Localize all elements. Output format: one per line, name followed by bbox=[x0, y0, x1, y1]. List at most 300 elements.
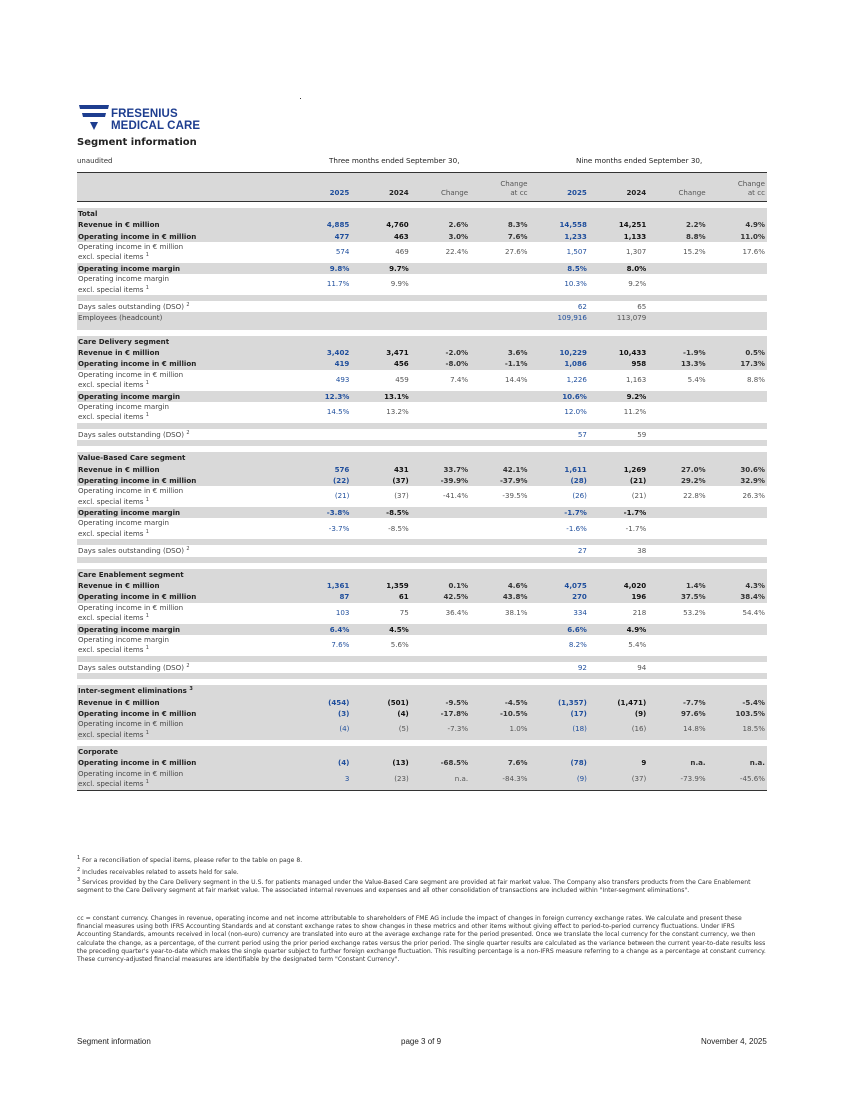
operating-margin-row-q25: 9.8% bbox=[292, 263, 351, 274]
operating-income-excl-row-label-line2-text: excl. special items bbox=[78, 779, 144, 789]
revenue-row-qcc: -4.5% bbox=[470, 697, 529, 708]
operating-income-excl-row-nch: 5.4% bbox=[687, 374, 706, 384]
revenue-row-ncc: 30.6% bbox=[708, 464, 767, 475]
operating-margin-row-n24: -1.7% bbox=[589, 507, 648, 518]
operating-margin-excl-row-label-line2-text: excl. special items bbox=[78, 645, 144, 655]
operating-income-excl-row-q24: (5) bbox=[351, 719, 410, 740]
revenue-row-qch: 2.6% bbox=[411, 219, 470, 230]
dso-row-q24 bbox=[351, 662, 410, 673]
operating-margin-excl-row-label-line2-text: excl. special items bbox=[78, 412, 144, 422]
employees-row-q25 bbox=[292, 312, 351, 323]
footer-date: November 4, 2025 bbox=[701, 1037, 767, 1046]
operating-income-excl-row-qch: 36.4% bbox=[445, 607, 469, 617]
operating-income-excl-row-q25: 574 bbox=[335, 247, 350, 257]
operating-margin-row-q25: -3.8% bbox=[292, 507, 351, 518]
operating-income-row-qcc: -1.1% bbox=[470, 358, 529, 369]
operating-income-excl-row-qch: -41.4% bbox=[443, 491, 469, 501]
header-n-change-cc bbox=[708, 173, 767, 202]
section-title-row bbox=[77, 685, 767, 696]
section-title-empty-cell bbox=[589, 746, 648, 757]
operating-income-excl-row-footnote-ref: 1 bbox=[145, 779, 149, 786]
operating-income-row-n24: 958 bbox=[589, 358, 648, 369]
operating-margin-row-nch bbox=[648, 263, 707, 274]
section-title bbox=[77, 208, 292, 219]
employees-row-n24: 113,079 bbox=[589, 312, 648, 323]
dso-row-ncc bbox=[708, 301, 767, 312]
revenue-row-n24: 4,020 bbox=[589, 580, 648, 591]
section-title-footnote-ref: 3 bbox=[189, 686, 193, 693]
operating-margin-row-label bbox=[77, 391, 292, 402]
operating-margin-excl-row-nch bbox=[648, 635, 707, 656]
section-title-empty-cell bbox=[589, 685, 648, 696]
section-title-text: Total bbox=[78, 209, 98, 218]
operating-income-excl-row-qch: -7.3% bbox=[411, 719, 470, 740]
dso-row-qcc bbox=[470, 429, 529, 440]
section-title-empty-cell bbox=[648, 452, 707, 463]
section-title-empty-cell bbox=[292, 746, 351, 757]
dso-row-footnote-ref: 2 bbox=[186, 429, 190, 436]
dso-row-n24: 59 bbox=[637, 429, 647, 439]
section-title-empty-cell bbox=[470, 208, 529, 219]
dso-row-label-text: Days sales outstanding (DSO) bbox=[78, 546, 185, 556]
dso-row-n25: 62 bbox=[577, 302, 587, 312]
segment-table bbox=[77, 172, 767, 791]
revenue-row-label bbox=[77, 219, 292, 230]
operating-income-row-n24: (21) bbox=[589, 475, 648, 486]
operating-margin-excl-row-label-line2 bbox=[78, 285, 290, 296]
revenue-row-qcc: 42.1% bbox=[470, 464, 529, 475]
operating-margin-excl-row-label bbox=[77, 635, 292, 656]
operating-income-excl-row-nch: 14.8% bbox=[648, 719, 707, 740]
revenue-row-q24: 431 bbox=[351, 464, 410, 475]
operating-income-excl-row bbox=[77, 719, 767, 740]
operating-income-excl-row-ncc: 54.4% bbox=[742, 607, 765, 617]
stray-dot bbox=[300, 98, 301, 99]
operating-margin-excl-row-footnote-ref: 1 bbox=[145, 528, 149, 535]
dso-row bbox=[77, 429, 767, 440]
operating-income-row-q24: (13) bbox=[351, 757, 410, 768]
header-q-2024: 2024 bbox=[351, 173, 410, 202]
operating-margin-excl-row-qcc bbox=[470, 635, 529, 656]
revenue-row-label bbox=[77, 347, 292, 358]
operating-margin-excl-row-label-line2-text: excl. special items bbox=[78, 528, 144, 538]
operating-income-excl-row bbox=[77, 603, 767, 624]
operating-margin-row-n24: 4.9% bbox=[589, 624, 648, 635]
revenue-row-qcc: 8.3% bbox=[470, 219, 529, 230]
section-title-text: Value-Based Care segment bbox=[78, 453, 186, 463]
page-title: Segment information bbox=[77, 137, 197, 148]
operating-income-row-nch: 37.5% bbox=[648, 591, 707, 602]
operating-margin-row-q25: 6.4% bbox=[292, 624, 351, 635]
operating-income-excl-row-label bbox=[77, 603, 292, 624]
operating-income-row-q24: 456 bbox=[351, 358, 410, 369]
operating-income-excl-row-nch: 53.2% bbox=[683, 607, 706, 617]
revenue-row-q24: 1,359 bbox=[351, 580, 410, 591]
section-title-text: Corporate bbox=[78, 747, 119, 757]
operating-margin-row bbox=[77, 624, 767, 635]
operating-margin-excl-row-n25: 8.2% bbox=[568, 640, 587, 650]
section-title-empty-cell bbox=[351, 336, 410, 347]
operating-income-row-q24: (37) bbox=[351, 475, 410, 486]
revenue-row-ncc: -5.4% bbox=[708, 697, 767, 708]
table-header-row bbox=[77, 173, 767, 202]
section-title-empty-cell bbox=[470, 336, 529, 347]
operating-margin-excl-row-label bbox=[77, 518, 292, 539]
operating-margin-excl-row bbox=[77, 518, 767, 539]
operating-margin-row-qcc bbox=[470, 507, 529, 518]
period-three-months: Three months ended September 30, bbox=[329, 156, 460, 165]
section-title-empty-cell bbox=[292, 452, 351, 463]
section-title-empty-cell bbox=[411, 746, 470, 757]
employees-row bbox=[77, 312, 767, 323]
dso-row-footnote-ref: 2 bbox=[186, 662, 190, 669]
operating-margin-row-n25: 10.6% bbox=[530, 391, 589, 402]
dso-row bbox=[77, 545, 767, 556]
operating-income-row-ncc: n.a. bbox=[708, 757, 767, 768]
operating-income-row-q25: (3) bbox=[292, 708, 351, 719]
revenue-row-nch: -7.7% bbox=[648, 697, 707, 708]
operating-income-row-q24: (4) bbox=[351, 708, 410, 719]
operating-margin-row-nch bbox=[648, 624, 707, 635]
section-title bbox=[77, 685, 292, 696]
section-title-empty-cell bbox=[589, 452, 648, 463]
operating-margin-row-label-text: Operating income margin bbox=[78, 624, 181, 634]
logo-mark-icon bbox=[79, 104, 109, 134]
footnote-1-text: For a reconciliation of special items, please refer to the table on page 8. bbox=[82, 857, 303, 864]
operating-income-excl-row-label bbox=[77, 486, 292, 507]
operating-income-excl-row-label-line2-text: excl. special items bbox=[78, 496, 144, 506]
revenue-row-q24: 3,471 bbox=[351, 347, 410, 358]
employees-row-q24 bbox=[351, 312, 410, 323]
operating-margin-excl-row bbox=[77, 635, 767, 656]
operating-income-row-q25: 477 bbox=[292, 231, 351, 242]
operating-income-row-label bbox=[77, 757, 292, 768]
operating-income-excl-row-q25: (4) bbox=[292, 719, 351, 740]
revenue-row-label bbox=[77, 580, 292, 591]
operating-margin-row-n25: 8.5% bbox=[530, 263, 589, 274]
dso-row-nch bbox=[648, 545, 707, 556]
operating-margin-row-nch bbox=[648, 507, 707, 518]
operating-income-excl-row-n25: 334 bbox=[573, 607, 587, 617]
revenue-row-q25: (454) bbox=[292, 697, 351, 708]
section-title-empty-cell bbox=[292, 569, 351, 580]
operating-margin-excl-row-q24: 5.6% bbox=[390, 640, 409, 650]
footnote-2 bbox=[77, 869, 767, 877]
revenue-row-qch: -9.5% bbox=[411, 697, 470, 708]
dso-row-nch bbox=[648, 429, 707, 440]
operating-income-row-q24: 61 bbox=[351, 591, 410, 602]
operating-income-row-n25: (78) bbox=[530, 757, 589, 768]
header-q-change: Change bbox=[411, 173, 470, 202]
section-title-text: Care Delivery segment bbox=[78, 336, 170, 346]
operating-margin-excl-row-qch bbox=[411, 402, 470, 423]
operating-income-row-nch: 97.6% bbox=[648, 708, 707, 719]
operating-margin-excl-row-label-line2 bbox=[78, 645, 290, 656]
section-title-row bbox=[77, 208, 767, 219]
operating-income-row-label-text: Operating income in € million bbox=[78, 359, 197, 369]
section-title-empty-cell bbox=[351, 746, 410, 757]
operating-income-excl-row-n24: (21) bbox=[631, 491, 647, 501]
revenue-row-n24: 1,269 bbox=[589, 464, 648, 475]
operating-income-row-nch: 29.2% bbox=[648, 475, 707, 486]
operating-margin-excl-row-label-line1: Operating income margin bbox=[78, 274, 169, 284]
dso-row-ncc bbox=[708, 429, 767, 440]
dso-row bbox=[77, 662, 767, 673]
operating-margin-excl-row-label-line1: Operating income margin bbox=[78, 518, 169, 528]
logo-text bbox=[111, 108, 200, 132]
operating-income-excl-row-q25: 103 bbox=[335, 607, 350, 617]
revenue-row-n24: 14,251 bbox=[589, 219, 648, 230]
operating-income-row-ncc: 103.5% bbox=[708, 708, 767, 719]
operating-income-excl-row-footnote-ref: 1 bbox=[145, 252, 149, 259]
revenue-row bbox=[77, 219, 767, 230]
footnote-2-text: Includes receivables related to assets held for sale. bbox=[82, 869, 239, 876]
operating-income-row-qcc: 7.6% bbox=[470, 231, 529, 242]
operating-income-row-label bbox=[77, 231, 292, 242]
section-title-empty-cell bbox=[648, 336, 707, 347]
header-n-change-cc-line1: Change bbox=[737, 179, 765, 188]
dso-row-label bbox=[77, 301, 292, 312]
dso-row-qch bbox=[411, 545, 470, 556]
footer-left: Segment information bbox=[77, 1037, 151, 1046]
operating-income-excl-row-n24: 1,307 bbox=[625, 247, 647, 257]
operating-margin-excl-row-q25: 7.6% bbox=[331, 640, 350, 650]
operating-income-excl-row-qcc: 38.1% bbox=[504, 607, 528, 617]
operating-margin-row-qcc bbox=[470, 263, 529, 274]
dso-row-n25: 27 bbox=[577, 546, 587, 556]
dso-row-label bbox=[77, 429, 292, 440]
operating-income-excl-row-n25: 1,507 bbox=[566, 247, 587, 257]
revenue-row-ncc: 4.3% bbox=[708, 580, 767, 591]
section-title-empty-cell bbox=[530, 569, 589, 580]
dso-row-n24: 65 bbox=[637, 302, 647, 312]
section-title-empty-cell bbox=[589, 208, 648, 219]
operating-income-excl-row-nch: 15.2% bbox=[683, 247, 706, 257]
section-title-empty-cell bbox=[351, 208, 410, 219]
section-title-row bbox=[77, 569, 767, 580]
header-n-2025: 2025 bbox=[530, 173, 589, 202]
operating-income-excl-row-footnote-ref: 1 bbox=[145, 380, 149, 387]
dso-row-label-text: Days sales outstanding (DSO) bbox=[78, 429, 185, 439]
operating-income-row-qch: -68.5% bbox=[411, 757, 470, 768]
operating-margin-row-qch bbox=[411, 263, 470, 274]
operating-margin-row-label-text: Operating income margin bbox=[78, 263, 181, 273]
section-title bbox=[77, 569, 292, 580]
operating-income-excl-row bbox=[77, 242, 767, 263]
dso-row-nch bbox=[648, 662, 707, 673]
operating-margin-row-q24: 4.5% bbox=[351, 624, 410, 635]
operating-income-excl-row-nch: 22.8% bbox=[683, 491, 706, 501]
operating-income-excl-row-q24: (23) bbox=[351, 769, 410, 791]
operating-income-excl-row-n25: (9) bbox=[530, 769, 589, 791]
revenue-row-qcc: 3.6% bbox=[470, 347, 529, 358]
revenue-row-nch: 27.0% bbox=[648, 464, 707, 475]
section-title-empty-cell bbox=[648, 208, 707, 219]
operating-margin-row-ncc bbox=[708, 391, 767, 402]
operating-income-excl-row-label-line2 bbox=[78, 380, 290, 391]
revenue-row-ncc: 0.5% bbox=[708, 347, 767, 358]
operating-income-excl-row-footnote-ref: 1 bbox=[145, 496, 149, 503]
operating-income-row-q24: 463 bbox=[351, 231, 410, 242]
operating-income-excl-row-label-line2 bbox=[78, 613, 290, 624]
section-title-empty-cell bbox=[530, 685, 589, 696]
revenue-row-label-text: Revenue in € million bbox=[78, 464, 160, 474]
operating-income-row-qch: 42.5% bbox=[411, 591, 470, 602]
dso-row-q24 bbox=[351, 545, 410, 556]
operating-income-excl-row-label bbox=[77, 769, 292, 791]
operating-income-row bbox=[77, 475, 767, 486]
section-title-empty-cell bbox=[530, 208, 589, 219]
operating-income-excl-row-q25: 493 bbox=[335, 374, 350, 384]
operating-income-row-qcc: -37.9% bbox=[470, 475, 529, 486]
revenue-row-nch: 1.4% bbox=[648, 580, 707, 591]
operating-income-row-qch: -17.8% bbox=[411, 708, 470, 719]
revenue-row-label-text: Revenue in € million bbox=[78, 581, 160, 591]
operating-income-row-qch: -39.9% bbox=[411, 475, 470, 486]
revenue-row-n25: 1,611 bbox=[530, 464, 589, 475]
section-title-text: Care Enablement segment bbox=[78, 569, 184, 579]
operating-income-row-label bbox=[77, 475, 292, 486]
revenue-row-nch: 2.2% bbox=[648, 219, 707, 230]
operating-margin-row-q25: 12.3% bbox=[292, 391, 351, 402]
operating-income-row-ncc: 32.9% bbox=[708, 475, 767, 486]
employees-row-nch bbox=[648, 312, 707, 323]
operating-margin-excl-row-q24: -8.5% bbox=[388, 523, 409, 533]
revenue-row-n25: 14,558 bbox=[530, 219, 589, 230]
section-title-empty-cell bbox=[530, 452, 589, 463]
section-title-empty-cell bbox=[411, 208, 470, 219]
revenue-row-n25: (1,357) bbox=[530, 697, 589, 708]
operating-income-row-n24: 9 bbox=[589, 757, 648, 768]
dso-row-label bbox=[77, 545, 292, 556]
operating-income-excl-row-q24: (37) bbox=[394, 491, 409, 501]
operating-margin-excl-row-nch bbox=[648, 402, 707, 423]
revenue-row-n25: 10,229 bbox=[530, 347, 589, 358]
operating-margin-row-qch bbox=[411, 391, 470, 402]
operating-margin-row-n24: 8.0% bbox=[589, 263, 648, 274]
operating-margin-excl-row-q25: -3.7% bbox=[328, 523, 350, 533]
dso-row-qcc bbox=[470, 301, 529, 312]
operating-margin-row-label bbox=[77, 507, 292, 518]
operating-margin-row-label-text: Operating income margin bbox=[78, 508, 181, 518]
operating-income-row-qcc: 7.6% bbox=[470, 757, 529, 768]
section-title-empty-cell bbox=[708, 685, 767, 696]
operating-margin-row-q24: 13.1% bbox=[351, 391, 410, 402]
dso-row-q25 bbox=[292, 301, 351, 312]
revenue-row-n24: 10,433 bbox=[589, 347, 648, 358]
footnote-2-number: 2 bbox=[77, 867, 81, 873]
operating-income-excl-row-label bbox=[77, 242, 292, 263]
operating-income-excl-row-q24: 459 bbox=[395, 374, 409, 384]
operating-income-excl-row-q25: 3 bbox=[292, 769, 351, 791]
operating-margin-excl-row-nch bbox=[648, 518, 707, 539]
section-title-row bbox=[77, 452, 767, 463]
operating-margin-excl-row-nch bbox=[648, 274, 707, 295]
section-title-empty-cell bbox=[708, 452, 767, 463]
operating-income-excl-row bbox=[77, 370, 767, 391]
operating-income-excl-row-n24: 1,163 bbox=[625, 374, 647, 384]
operating-income-row bbox=[77, 757, 767, 768]
operating-margin-excl-row-ncc bbox=[708, 518, 767, 539]
operating-income-row-nch: 8.8% bbox=[648, 231, 707, 242]
section-title-empty-cell bbox=[470, 569, 529, 580]
operating-income-excl-row bbox=[77, 769, 767, 791]
operating-income-excl-row-q25: (21) bbox=[334, 491, 350, 501]
header-n-change-cc-line2: at cc bbox=[747, 188, 765, 197]
operating-income-excl-row-label-line2 bbox=[78, 779, 290, 790]
section-title-empty-cell bbox=[708, 569, 767, 580]
operating-margin-row-label bbox=[77, 263, 292, 274]
operating-income-row-qch: 3.0% bbox=[411, 231, 470, 242]
header-q-change-cc-line2: at cc bbox=[510, 188, 528, 197]
section-title-empty-cell bbox=[708, 746, 767, 757]
dso-row-qch bbox=[411, 429, 470, 440]
revenue-row bbox=[77, 697, 767, 708]
section-title-empty-cell bbox=[411, 452, 470, 463]
dso-row-q25 bbox=[292, 545, 351, 556]
section-title bbox=[77, 452, 292, 463]
operating-margin-excl-row-n24: 9.2% bbox=[628, 279, 647, 289]
operating-margin-excl-row-qch bbox=[411, 518, 470, 539]
operating-margin-row-qch bbox=[411, 507, 470, 518]
dso-row-label-text: Days sales outstanding (DSO) bbox=[78, 662, 185, 672]
operating-income-excl-row-qch: 22.4% bbox=[445, 247, 469, 257]
revenue-row-q24: 4,760 bbox=[351, 219, 410, 230]
section-title-empty-cell bbox=[292, 208, 351, 219]
operating-income-row-q25: 419 bbox=[292, 358, 351, 369]
operating-margin-row-ncc bbox=[708, 507, 767, 518]
section-title-empty-cell bbox=[589, 569, 648, 580]
dso-row-n24: 38 bbox=[637, 546, 647, 556]
period-nine-months: Nine months ended September 30, bbox=[576, 156, 703, 165]
section-title bbox=[77, 336, 292, 347]
operating-income-row-n24: 196 bbox=[589, 591, 648, 602]
header-n-2024: 2024 bbox=[589, 173, 648, 202]
operating-margin-excl-row bbox=[77, 402, 767, 423]
operating-margin-excl-row-ncc bbox=[708, 274, 767, 295]
dso-row-label-text: Days sales outstanding (DSO) bbox=[78, 302, 185, 312]
section-title-empty-cell bbox=[292, 685, 351, 696]
operating-income-excl-row-label-line1: Operating income in € million bbox=[78, 602, 184, 612]
operating-income-row bbox=[77, 231, 767, 242]
operating-income-row-qcc: 43.8% bbox=[470, 591, 529, 602]
header-label-cell bbox=[77, 173, 292, 202]
logo-line-1: FRESENIUS bbox=[111, 108, 178, 120]
operating-margin-excl-row bbox=[77, 274, 767, 295]
revenue-row-label-text: Revenue in € million bbox=[78, 697, 160, 707]
operating-margin-row bbox=[77, 507, 767, 518]
operating-margin-excl-row-footnote-ref: 1 bbox=[145, 412, 149, 419]
operating-income-excl-row-ncc: 18.5% bbox=[708, 719, 767, 740]
revenue-row-n25: 4,075 bbox=[530, 580, 589, 591]
operating-income-row-nch: n.a. bbox=[648, 757, 707, 768]
operating-income-excl-row-n24: (37) bbox=[589, 769, 648, 791]
dso-row-n24: 94 bbox=[637, 662, 647, 672]
operating-margin-row-q24: -8.5% bbox=[351, 507, 410, 518]
operating-income-row-label-text: Operating income in € million bbox=[78, 758, 197, 768]
operating-margin-excl-row-label-line2-text: excl. special items bbox=[78, 284, 144, 294]
section-title-empty-cell bbox=[351, 569, 410, 580]
operating-income-row bbox=[77, 708, 767, 719]
dso-row-ncc bbox=[708, 545, 767, 556]
operating-income-excl-row-label-line2-text: excl. special items bbox=[78, 613, 144, 623]
dso-row-n25: 92 bbox=[577, 662, 587, 672]
operating-income-row-label-text: Operating income in € million bbox=[78, 475, 197, 485]
operating-margin-excl-row-qcc bbox=[470, 518, 529, 539]
operating-income-row-q25: (4) bbox=[292, 757, 351, 768]
operating-income-excl-row-label-line1: Operating income in € million bbox=[78, 241, 184, 251]
section-title-empty-cell bbox=[351, 452, 410, 463]
